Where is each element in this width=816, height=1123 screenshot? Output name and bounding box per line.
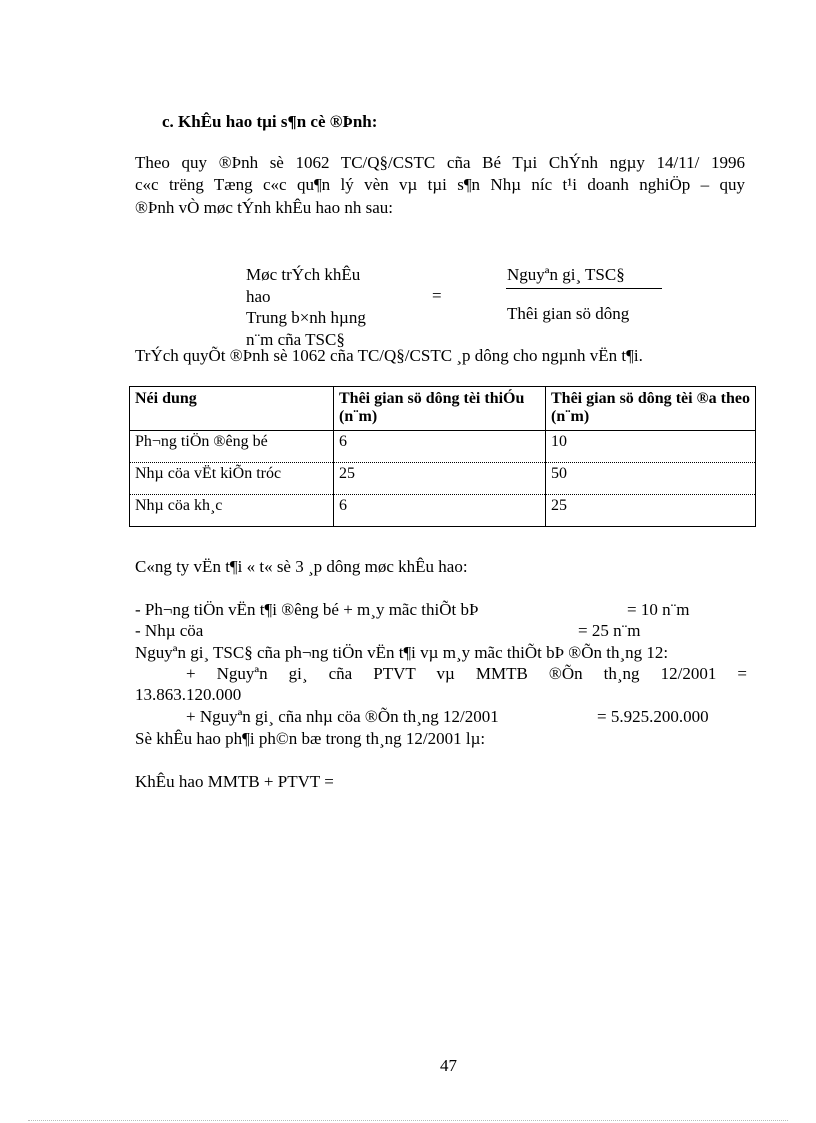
table-header-cell: Thêi gian sö dông tèi ®a theo (n¨m)	[546, 387, 756, 431]
intro-line-3: ®Þnh vÒ møc tÝnh khÊu hao nh sau:	[135, 198, 393, 217]
formula-lhs-line-2: hao	[246, 287, 271, 306]
house-cost-value: = 5.925.200.000	[597, 707, 709, 726]
table-row	[130, 463, 756, 495]
houses-value: = 25 n¨m	[578, 621, 641, 640]
page-bottom-rule	[28, 1120, 788, 1121]
page-number: 47	[440, 1056, 457, 1075]
table-row	[130, 431, 756, 463]
ptvt-cost-line-2: 13.863.120.000	[135, 685, 242, 704]
table-header-row	[130, 387, 756, 431]
formula-lhs-line-1: Møc trÝch khÊu	[246, 265, 361, 284]
table-header-cell: Néi dung	[130, 387, 334, 431]
vehicles-label: - Ph¬ng tiÖn vËn t¶i ®êng bé + m¸y mãc thiÕt bÞ	[135, 600, 479, 619]
company-line: C«ng ty vËn t¶i « t« sè 3 ¸p dông møc khÊu hao:	[135, 557, 468, 576]
table-cell: Nhµ cöa vËt kiÕn tróc	[130, 463, 334, 495]
fraction-line	[506, 288, 662, 289]
table-cell: Nhµ cöa kh¸c	[130, 495, 334, 527]
table-cell: 25	[334, 463, 546, 495]
intro-line-2: c«c trëng Tæng c«c qu¶n lý vèn vµ tµi s¶n Nhµ níc t¹i doanh nghiÖp – quy	[135, 175, 745, 194]
table-cell: Ph¬ng tiÖn ®êng bé	[130, 431, 334, 463]
table-cell: 10	[546, 431, 756, 463]
table-cell: 6	[334, 495, 546, 527]
original-cost-line: Nguyªn gi¸ TSC§ cña ph¬ng tiÖn vËn t¶i vµ m¸y mãc thiÕt bÞ ®Õn th¸ng 12:	[135, 643, 669, 662]
formula-line: KhÊu hao MMTB + PTVT =	[135, 772, 334, 791]
houses-label: - Nhµ cöa	[135, 621, 204, 640]
table-cell: 25	[546, 495, 756, 527]
useful-life-table	[129, 386, 756, 527]
ptvt-cost-line-1: + Nguyªn gi¸ cña PTVT vµ MMTB ®Õn th¸ng 12/2001 =	[186, 664, 747, 683]
table-cell: 6	[334, 431, 546, 463]
table-row	[130, 495, 756, 527]
section-heading: c. KhÊu hao tµi s¶n cè ®Þnh:	[162, 112, 378, 131]
vehicles-value: = 10 n¨m	[627, 600, 690, 619]
intro-line-1: Theo quy ®Þnh sè 1062 TC/Q§/CSTC cña Bé Tµi ChÝnh ngµy 14/11/ 1996	[135, 153, 745, 172]
table-intro: TrÝch quyÕt ®Þnh sè 1062 cña TC/Q§/CSTC ¸p dông cho ngµnh vËn t¶i.	[135, 346, 643, 365]
formula-numerator: Nguyªn gi¸ TSC§	[507, 265, 625, 284]
allocation-line: Sè khÊu hao ph¶i ph©n bæ trong th¸ng 12/2001 lµ:	[135, 729, 486, 748]
formula-equals: =	[432, 286, 442, 305]
house-cost-label: + Nguyªn gi¸ cña nhµ cöa ®Õn th¸ng 12/2001	[186, 707, 499, 726]
table-cell: 50	[546, 463, 756, 495]
formula-lhs-line-3: Trung b×nh hµng	[246, 308, 366, 327]
table-header-cell: Thêi gian sö dông tèi thiÓu (n¨m)	[334, 387, 546, 431]
formula-denominator: Thêi gian sö dông	[507, 304, 630, 323]
formula-lhs-line-4: n¨m cña TSC§	[246, 330, 345, 349]
